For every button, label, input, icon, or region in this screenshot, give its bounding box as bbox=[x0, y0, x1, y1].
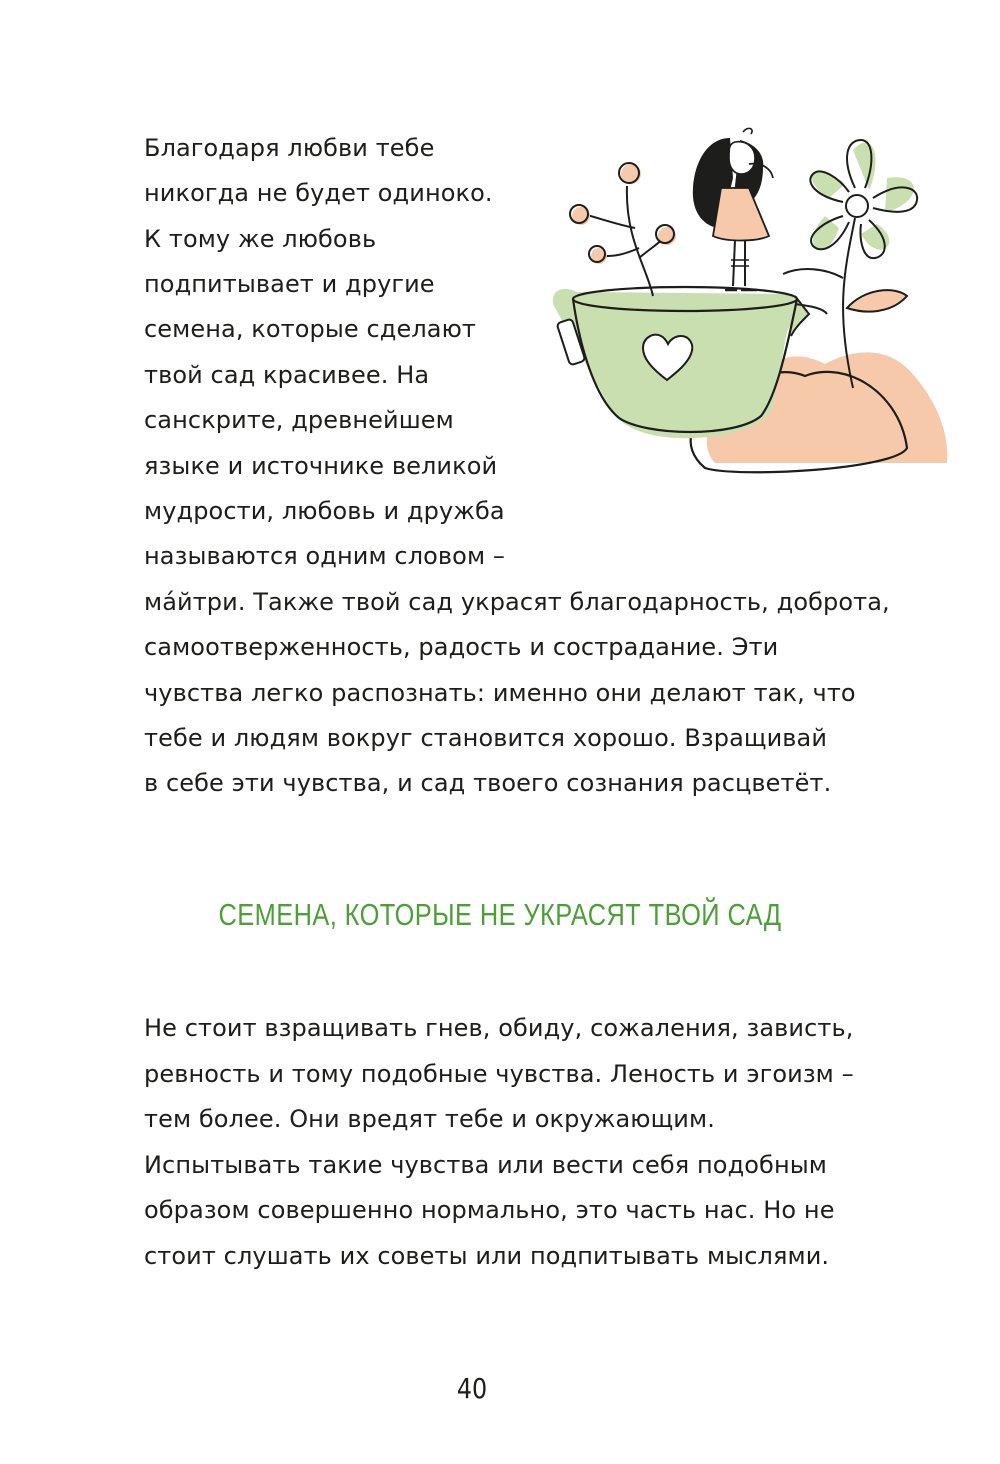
text-line: Благодаря любви тебе bbox=[144, 134, 435, 162]
text-line: в себе эти чувства, и сад твоего сознания расцветёт. bbox=[144, 769, 832, 797]
text-line: твой сад красивее. На bbox=[144, 361, 430, 389]
text-line: тем более. Они вредят тебе и окружающим. bbox=[144, 1105, 715, 1133]
text-line: стоит слушать их советы или подпитывать мыслями. bbox=[144, 1242, 830, 1270]
section-heading: СЕМЕНА, КОТОРЫЕ НЕ УКРАСЯТ ТВОЙ САД bbox=[218, 897, 782, 932]
page-number: 40 bbox=[456, 1372, 488, 1405]
text-line: языке и источнике великой bbox=[144, 452, 498, 480]
flower-icon bbox=[783, 140, 917, 388]
woman-figure-icon bbox=[693, 128, 773, 290]
text-line: самоотверженность, радость и сострадание. Эти bbox=[144, 633, 779, 661]
seed-stems-icon bbox=[570, 163, 676, 296]
text-line: К тому же любовь bbox=[144, 225, 377, 253]
text-line: образом совершенно нормально, это часть нас. Но не bbox=[144, 1196, 835, 1224]
text-line: мудрости, любовь и дружба bbox=[144, 497, 505, 525]
text-line: санскрите, древнейшем bbox=[144, 406, 454, 434]
text-line: ревность и тому подобные чувства. Леность и эгоизм – bbox=[144, 1060, 854, 1088]
text-line: ма́йтри. Также твой сад украсят благодарность, доброта, bbox=[144, 588, 890, 616]
text-line: чувства легко распознать: именно они делают так, что bbox=[144, 679, 856, 707]
text-line: Не стоит взращивать гнев, обиду, сожаления, зависть, bbox=[144, 1014, 854, 1042]
text-line: никогда не будет одиноко. bbox=[144, 179, 493, 207]
text-line: семена, которые сделают bbox=[144, 315, 476, 343]
text-line: тебе и людям вокруг становится хорошо. Взращивай bbox=[144, 724, 828, 752]
illustration bbox=[535, 118, 955, 490]
text-line: называются одним словом – bbox=[144, 542, 505, 570]
text-line: Испытывать такие чувства или вести себя подобным bbox=[144, 1151, 827, 1179]
text-line: подпитывает и другие bbox=[144, 270, 435, 298]
